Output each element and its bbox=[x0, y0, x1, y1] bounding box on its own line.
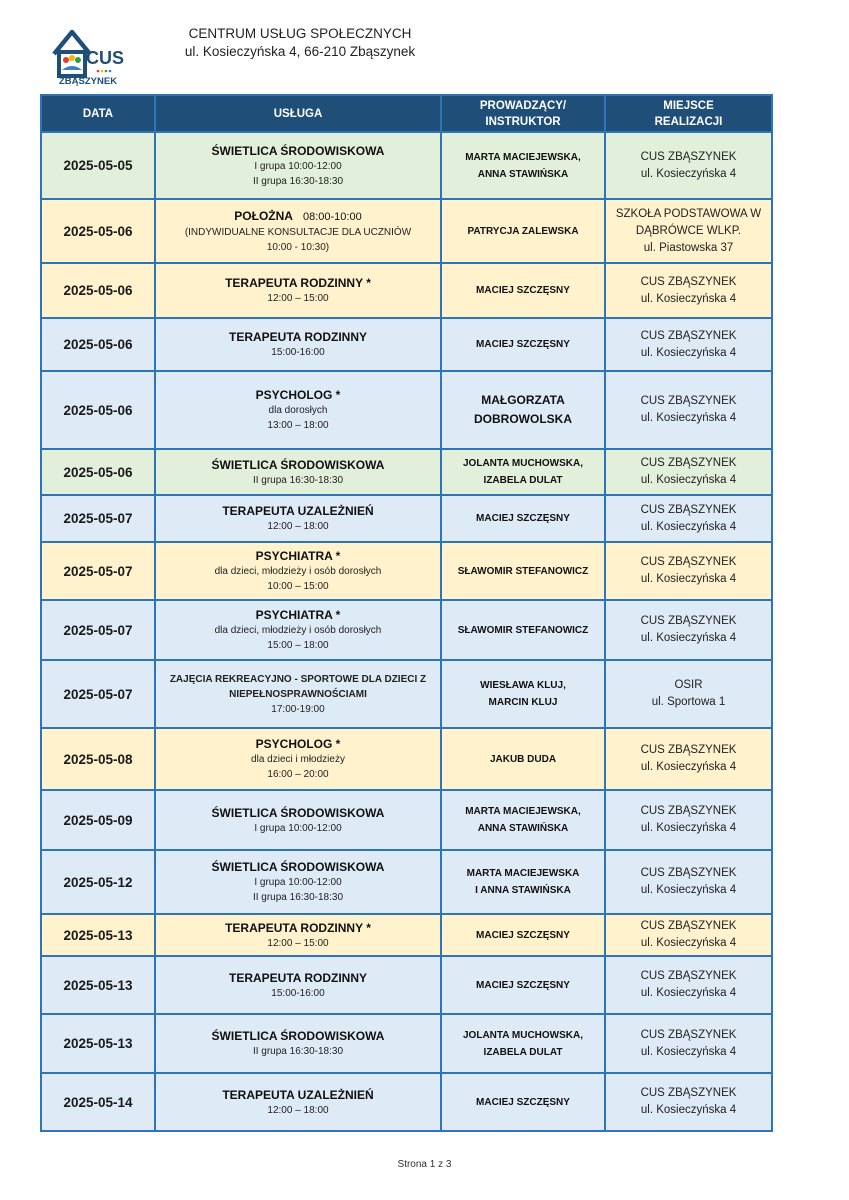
instructor-name: MACIEJ SZCZĘSNY bbox=[476, 1096, 570, 1108]
cell-place bbox=[605, 600, 772, 660]
place-line: ul. Piastowska 37 bbox=[643, 241, 734, 254]
service-title: PSYCHOLOG * bbox=[255, 388, 341, 402]
cell-place bbox=[605, 495, 772, 542]
service-title: PSYCHIATRA * bbox=[255, 549, 341, 563]
place-line: ul. Kosieczyńska 4 bbox=[640, 822, 737, 834]
cell-service bbox=[155, 542, 441, 600]
cell-instructor bbox=[441, 1073, 605, 1131]
place-line: DĄBRÓWCE WLKP. bbox=[635, 224, 742, 237]
instructor-name: JOLANTA MUCHOWSKA, bbox=[463, 1029, 583, 1041]
instructor-name: MAŁGORZATA bbox=[481, 393, 565, 407]
table-row bbox=[41, 956, 772, 1014]
service-title: PSYCHOLOG * bbox=[255, 737, 341, 751]
cell-date: 2025-05-07 bbox=[41, 660, 155, 728]
instructor-name: MACIEJ SZCZĘSNY bbox=[476, 513, 570, 524]
place-line: CUS ZBĄSZYNEK bbox=[640, 395, 737, 407]
place-line: ul. Kosieczyńska 4 bbox=[640, 167, 737, 180]
table-row bbox=[41, 495, 772, 542]
service-detail: 15:00-16:00 bbox=[271, 987, 325, 999]
table-row bbox=[41, 449, 772, 495]
place-line: CUS ZBĄSZYNEK bbox=[640, 920, 737, 932]
service-title: TERAPEUTA RODZINNY bbox=[229, 970, 367, 985]
instructor-name: MACIEJ SZCZĘSNY bbox=[476, 979, 570, 991]
cell-service bbox=[155, 449, 441, 495]
page-footer: Strona 1 z 3 bbox=[397, 1159, 452, 1170]
cell-place bbox=[605, 449, 772, 495]
cell-date: 2025-05-09 bbox=[41, 790, 155, 850]
service-detail: dla dzieci, młodzieży i osób dorosłych bbox=[214, 625, 382, 636]
place-line: ul. Kosieczyńska 4 bbox=[640, 520, 737, 533]
cell-instructor bbox=[441, 318, 605, 371]
cell-place bbox=[605, 850, 772, 914]
place-line: CUS ZBĄSZYNEK bbox=[640, 150, 737, 163]
cell-service bbox=[155, 790, 441, 850]
cell-service bbox=[155, 132, 441, 199]
service-detail: ZAJĘCIA REKREACYJNO - SPORTOWE DLA DZIECI Z bbox=[169, 673, 427, 685]
service-detail: 16:00 – 20:00 bbox=[267, 769, 329, 780]
service-detail: I grupa 10:00-12:00 bbox=[254, 822, 342, 834]
table-row bbox=[41, 371, 772, 449]
cell-date: 2025-05-07 bbox=[41, 600, 155, 660]
instructor-name: ANNA STAWIŃSKA bbox=[477, 823, 569, 834]
cell-instructor bbox=[441, 449, 605, 495]
cell-service bbox=[155, 1073, 441, 1131]
cell-date: 2025-05-07 bbox=[41, 495, 155, 542]
org-name: CENTRUM USŁUG SPOŁECZNYCH bbox=[188, 26, 412, 41]
instructor-name: WIESŁAWA KLUJ, bbox=[480, 680, 566, 691]
col-header-service: USŁUGA bbox=[155, 95, 441, 132]
service-detail: 12:00 – 15:00 bbox=[267, 937, 329, 949]
cell-service bbox=[155, 371, 441, 449]
place-line: ul. Kosieczyńska 4 bbox=[640, 632, 737, 644]
service-detail: (INDYWIDUALNE KONSULTACJE DLA UCZNIÓW bbox=[184, 226, 412, 238]
instructor-name: IZABELA DULAT bbox=[483, 1046, 563, 1058]
cell-date: 2025-05-05 bbox=[41, 132, 155, 199]
instructor-name: MARTA MACIEJEWSKA, bbox=[465, 151, 581, 163]
service-detail: 15:00-16:00 bbox=[271, 347, 325, 358]
place-line: ul. Kosieczyńska 4 bbox=[640, 1045, 737, 1058]
service-detail: II grupa 16:30-18:30 bbox=[252, 175, 344, 187]
cell-instructor bbox=[441, 132, 605, 199]
place-line: CUS ZBĄSZYNEK bbox=[640, 556, 737, 568]
table-row bbox=[41, 850, 772, 914]
table-body bbox=[41, 132, 772, 1131]
service-detail: II grupa 16:30-18:30 bbox=[252, 1046, 344, 1057]
place-line: ul. Kosieczyńska 4 bbox=[640, 937, 737, 949]
cell-service bbox=[155, 263, 441, 318]
cell-instructor bbox=[441, 956, 605, 1014]
cell-service bbox=[155, 914, 441, 956]
place-line: ul. Sportowa 1 bbox=[651, 696, 726, 708]
service-detail: II grupa 16:30-18:30 bbox=[252, 474, 344, 486]
logo-subtext: ZBĄSZYNEK bbox=[59, 76, 118, 87]
service-title: PSYCHIATRA * bbox=[255, 608, 341, 622]
service-detail: 15:00 – 18:00 bbox=[267, 640, 329, 651]
table-row bbox=[41, 132, 772, 199]
cell-instructor bbox=[441, 790, 605, 850]
service-detail: 13:00 – 18:00 bbox=[267, 420, 329, 431]
service-detail: NIEPEŁNOSPRAWNOŚCIAMI bbox=[229, 688, 367, 700]
place-line: CUS ZBĄSZYNEK bbox=[640, 744, 737, 756]
place-line: ul. Kosieczyńska 4 bbox=[640, 474, 737, 486]
cell-place bbox=[605, 371, 772, 449]
service-title: TERAPEUTA RODZINNY * bbox=[225, 276, 371, 290]
cell-date: 2025-05-06 bbox=[41, 371, 155, 449]
logo-text: CUS bbox=[86, 48, 125, 68]
cell-service bbox=[155, 728, 441, 790]
place-line: CUS ZBĄSZYNEK bbox=[640, 457, 737, 469]
service-title: TERAPEUTA RODZINNY * bbox=[225, 920, 371, 935]
cell-instructor bbox=[441, 728, 605, 790]
cell-service bbox=[155, 956, 441, 1014]
place-line: CUS ZBĄSZYNEK bbox=[640, 275, 737, 288]
cell-date: 2025-05-08 bbox=[41, 728, 155, 790]
cell-instructor bbox=[441, 600, 605, 660]
service-detail: 12:00 – 15:00 bbox=[267, 293, 329, 304]
place-line: CUS ZBĄSZYNEK bbox=[640, 503, 737, 516]
place-line: CUS ZBĄSZYNEK bbox=[640, 867, 737, 879]
place-line: OSIR bbox=[674, 679, 703, 691]
cell-date: 2025-05-12 bbox=[41, 850, 155, 914]
instructor-name: DOBROWOLSKA bbox=[474, 412, 572, 426]
service-title: TERAPEUTA UZALEŻNIEŃ bbox=[222, 1087, 374, 1102]
cell-place bbox=[605, 199, 772, 263]
place-line: CUS ZBĄSZYNEK bbox=[640, 970, 737, 982]
cell-instructor bbox=[441, 1014, 605, 1073]
cell-service bbox=[155, 1014, 441, 1073]
cell-date: 2025-05-13 bbox=[41, 1014, 155, 1073]
service-detail: I grupa 10:00-12:00 bbox=[254, 877, 342, 888]
table-row bbox=[41, 660, 772, 728]
cell-service bbox=[155, 660, 441, 728]
place-line: ul. Kosieczyńska 4 bbox=[640, 1104, 737, 1116]
cell-service bbox=[155, 199, 441, 263]
cell-place bbox=[605, 1014, 772, 1073]
cell-instructor bbox=[441, 371, 605, 449]
cell-service bbox=[155, 318, 441, 371]
instructor-name: SŁAWOMIR STEFANOWICZ bbox=[457, 624, 589, 636]
cell-instructor bbox=[441, 914, 605, 956]
table-row bbox=[41, 1014, 772, 1073]
service-title: ŚWIETLICA ŚRODOWISKOWA bbox=[211, 805, 385, 820]
service-detail: dla dzieci, młodzieży i osób dorosłych bbox=[214, 566, 382, 577]
cell-instructor bbox=[441, 850, 605, 914]
cell-date: 2025-05-13 bbox=[41, 914, 155, 956]
cell-place bbox=[605, 318, 772, 371]
col-header-instructor: PROWADZĄCY/ INSTRUKTOR bbox=[441, 95, 605, 132]
instructor-name: JOLANTA MUCHOWSKA, bbox=[463, 458, 583, 469]
cell-instructor bbox=[441, 199, 605, 263]
table-row bbox=[41, 728, 772, 790]
place-line: CUS ZBĄSZYNEK bbox=[640, 1087, 737, 1099]
cus-logo bbox=[50, 22, 130, 88]
cell-place bbox=[605, 542, 772, 600]
service-title: ŚWIETLICA ŚRODOWISKOWA bbox=[211, 860, 385, 874]
place-line: ul. Kosieczyńska 4 bbox=[640, 987, 737, 999]
service-detail: dla dorosłych bbox=[268, 405, 328, 416]
service-title: ŚWIETLICA ŚRODOWISKOWA bbox=[211, 1029, 385, 1043]
cell-place bbox=[605, 790, 772, 850]
instructor-name: MARTA MACIEJEWSKA bbox=[466, 868, 580, 879]
service-detail: 17:00-19:00 bbox=[271, 703, 325, 715]
cell-date: 2025-05-06 bbox=[41, 318, 155, 371]
place-line: SZKOŁA PODSTAWOWA W bbox=[615, 207, 762, 220]
cell-instructor bbox=[441, 263, 605, 318]
service-detail: II grupa 16:30-18:30 bbox=[252, 892, 344, 903]
instructor-name: SŁAWOMIR STEFANOWICZ bbox=[457, 565, 589, 577]
place-line: CUS ZBĄSZYNEK bbox=[640, 329, 737, 342]
cell-place bbox=[605, 914, 772, 956]
service-title: ŚWIETLICA ŚRODOWISKOWA bbox=[211, 457, 385, 472]
service-detail: I grupa 10:00-12:00 bbox=[254, 160, 342, 172]
service-title: POŁOŻNA 08:00-10:00 bbox=[234, 208, 362, 223]
place-line: ul. Kosieczyńska 4 bbox=[640, 412, 737, 424]
cell-place bbox=[605, 956, 772, 1014]
service-detail: 10:00 - 10:30) bbox=[266, 241, 330, 253]
cell-service bbox=[155, 600, 441, 660]
cell-date: 2025-05-06 bbox=[41, 263, 155, 318]
cell-place bbox=[605, 1073, 772, 1131]
place-line: ul. Kosieczyńska 4 bbox=[640, 573, 737, 585]
table-row bbox=[41, 318, 772, 371]
table-row bbox=[41, 542, 772, 600]
cell-place bbox=[605, 132, 772, 199]
instructor-name: JAKUB DUDA bbox=[489, 753, 557, 765]
table-row bbox=[41, 1073, 772, 1131]
place-line: CUS ZBĄSZYNEK bbox=[640, 805, 737, 817]
service-title: ŚWIETLICA ŚRODOWISKOWA bbox=[211, 143, 385, 158]
place-line: CUS ZBĄSZYNEK bbox=[640, 615, 737, 627]
service-title: TERAPEUTA UZALEŻNIEŃ bbox=[222, 504, 374, 518]
instructor-name: MARTA MACIEJEWSKA, bbox=[465, 806, 581, 817]
document-header bbox=[170, 25, 430, 61]
cell-instructor bbox=[441, 542, 605, 600]
service-detail: 12:00 – 18:00 bbox=[267, 1104, 329, 1116]
service-title: TERAPEUTA RODZINNY bbox=[229, 330, 367, 344]
col-header-date: DATA bbox=[41, 95, 155, 132]
table-row bbox=[41, 263, 772, 318]
place-line: CUS ZBĄSZYNEK bbox=[640, 1028, 737, 1041]
org-address: ul. Kosieczyńska 4, 66-210 Zbąszynek bbox=[184, 44, 416, 59]
col-header-place: MIEJSCE REALIZACJI bbox=[605, 95, 772, 132]
place-line: ul. Kosieczyńska 4 bbox=[640, 346, 737, 359]
cell-service bbox=[155, 495, 441, 542]
service-detail: 12:00 – 18:00 bbox=[267, 521, 329, 532]
place-line: ul. Kosieczyńska 4 bbox=[640, 292, 737, 305]
service-detail: dla dzieci i młodzieży bbox=[251, 754, 345, 765]
instructor-name: ANNA STAWIŃSKA bbox=[477, 168, 569, 180]
cell-date: 2025-05-06 bbox=[41, 449, 155, 495]
cell-instructor bbox=[441, 495, 605, 542]
table-header-row bbox=[41, 95, 772, 132]
cell-date: 2025-05-06 bbox=[41, 199, 155, 263]
place-line: ul. Kosieczyńska 4 bbox=[640, 761, 737, 773]
cell-place bbox=[605, 728, 772, 790]
table-row bbox=[41, 790, 772, 850]
instructor-name: MARCIN KLUJ bbox=[488, 697, 558, 708]
cell-date: 2025-05-13 bbox=[41, 956, 155, 1014]
schedule-table bbox=[40, 94, 773, 1132]
cell-place bbox=[605, 263, 772, 318]
cell-place bbox=[605, 660, 772, 728]
table-row bbox=[41, 600, 772, 660]
instructor-name: MACIEJ SZCZĘSNY bbox=[476, 285, 570, 296]
cell-date: 2025-05-07 bbox=[41, 542, 155, 600]
cell-service bbox=[155, 850, 441, 914]
instructor-name: IZABELA DULAT bbox=[483, 475, 563, 486]
cell-date: 2025-05-14 bbox=[41, 1073, 155, 1131]
place-line: ul. Kosieczyńska 4 bbox=[640, 884, 737, 896]
instructor-name: MACIEJ SZCZĘSNY bbox=[476, 339, 570, 350]
table-row bbox=[41, 914, 772, 956]
table-row bbox=[41, 199, 772, 263]
service-title-time: 08:00-10:00 bbox=[302, 210, 362, 223]
instructor-name: MACIEJ SZCZĘSNY bbox=[476, 929, 570, 941]
instructor-name: I ANNA STAWIŃSKA bbox=[475, 885, 571, 896]
cell-instructor bbox=[441, 660, 605, 728]
instructor-name: PATRYCJA ZALEWSKA bbox=[467, 225, 579, 237]
service-detail: 10:00 – 15:00 bbox=[267, 581, 329, 592]
